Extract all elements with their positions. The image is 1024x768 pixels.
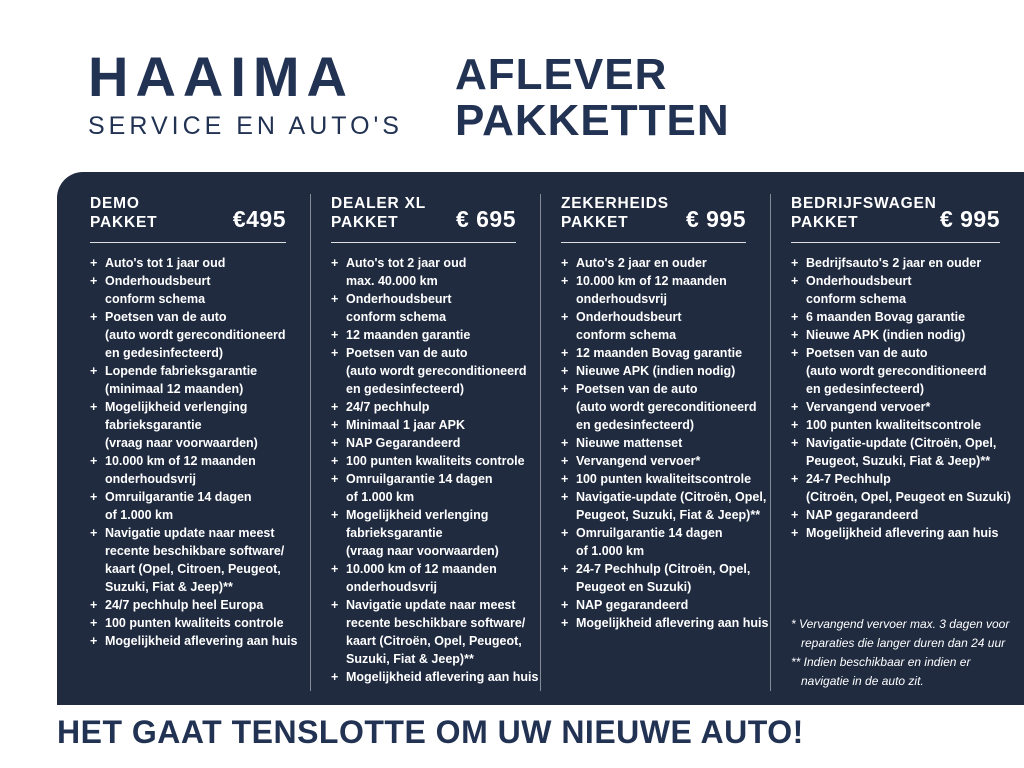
feature-item <box>331 452 540 470</box>
feature-list <box>331 254 540 686</box>
feature-item <box>791 344 1024 398</box>
plus-bullet: + <box>561 597 569 612</box>
feature-line: 24/7 pechhulp heel Europa <box>105 597 264 612</box>
plus-bullet: + <box>561 471 569 486</box>
plus-bullet: + <box>791 255 799 270</box>
plus-bullet: + <box>791 507 799 522</box>
plus-bullet: + <box>331 417 339 432</box>
feature-item <box>331 416 540 434</box>
feature-line: conform schema <box>806 291 907 306</box>
feature-line: onderhoudsvrij <box>576 291 667 306</box>
package-name <box>90 194 157 233</box>
feature-line: Onderhoudsbeurt <box>576 309 682 324</box>
plus-bullet: + <box>561 363 569 378</box>
feature-line: Mogelijkheid aflevering aan huis <box>105 633 298 648</box>
page-title-line1: AFLEVER <box>455 50 668 99</box>
plus-bullet: + <box>90 453 98 468</box>
feature-line: Omruilgarantie 14 dagen <box>576 525 723 540</box>
package-name <box>561 194 669 233</box>
plus-bullet: + <box>90 399 98 414</box>
feature-item <box>791 506 1024 524</box>
plus-bullet: + <box>561 381 569 396</box>
feature-line: Mogelijkheid aflevering aan huis <box>346 669 539 684</box>
feature-item <box>90 614 310 632</box>
plus-bullet: + <box>791 327 799 342</box>
package-name-line1: BEDRIJFSWAGEN <box>791 195 937 212</box>
feature-line: (auto wordt gereconditioneerd <box>346 363 527 378</box>
package-price: € 995 <box>939 205 1000 232</box>
feature-item <box>331 596 540 668</box>
feature-line: 12 maanden garantie <box>346 327 471 342</box>
plus-bullet: + <box>791 417 799 432</box>
feature-line: Bedrijfsauto's 2 jaar en ouder <box>806 255 982 270</box>
feature-item <box>561 362 770 380</box>
feature-item <box>791 470 1024 506</box>
package-column <box>90 194 310 691</box>
footnotes <box>791 615 1024 691</box>
feature-line: Navigatie update naar meest <box>105 525 275 540</box>
feature-line: 24-7 Pechhulp <box>806 471 891 486</box>
feature-item <box>561 434 770 452</box>
feature-line: Peugeot, Suzuki, Fiat & Jeep)** <box>806 453 991 468</box>
package-header <box>90 194 286 233</box>
feature-line: kaart (Opel, Citroen, Peugeot, <box>105 561 281 576</box>
feature-line: conform schema <box>576 327 677 342</box>
plus-bullet: + <box>90 255 98 270</box>
plus-bullet: + <box>561 345 569 360</box>
feature-item <box>90 452 310 488</box>
feature-item <box>90 308 310 362</box>
feature-item <box>90 596 310 614</box>
feature-line: NAP gegarandeerd <box>576 597 689 612</box>
feature-line: Onderhoudsbeurt <box>346 291 452 306</box>
feature-line: Auto's tot 1 jaar oud <box>105 255 226 270</box>
feature-item <box>561 254 770 272</box>
feature-line: 100 punten kwaliteits controle <box>105 615 284 630</box>
feature-line: Minimaal 1 jaar APK <box>346 417 466 432</box>
plus-bullet: + <box>561 273 569 288</box>
plus-bullet: + <box>331 399 339 414</box>
feature-line: 6 maanden Bovag garantie <box>806 309 966 324</box>
feature-item <box>90 488 310 524</box>
feature-item <box>561 380 770 434</box>
feature-item <box>561 452 770 470</box>
plus-bullet: + <box>561 525 569 540</box>
feature-line: (auto wordt gereconditioneerd <box>576 399 757 414</box>
feature-line: Peugeot en Suzuki) <box>576 579 692 594</box>
feature-item <box>561 596 770 614</box>
feature-item <box>90 362 310 398</box>
package-name-line2: PAKKET <box>331 214 399 232</box>
feature-line: Navigatie-update (Citroën, Opel, <box>576 489 767 504</box>
feature-line: Nieuwe mattenset <box>576 435 683 450</box>
feature-item <box>331 560 540 596</box>
plus-bullet: + <box>90 633 98 648</box>
plus-bullet: + <box>791 399 799 414</box>
brand-subtitle: SERVICE EN AUTO'S <box>88 111 403 140</box>
footnote <box>791 615 1024 653</box>
plus-bullet: + <box>90 363 98 378</box>
feature-line: recente beschikbare software/ <box>346 615 526 630</box>
feature-line: Vervangend vervoer* <box>576 453 701 468</box>
package-name-line1: DEMO <box>90 195 140 212</box>
plus-bullet: + <box>791 471 799 486</box>
feature-line: Mogelijkheid aflevering aan huis <box>806 525 999 540</box>
feature-list <box>561 254 770 632</box>
feature-list <box>90 254 310 650</box>
feature-line: Vervangend vervoer* <box>806 399 931 414</box>
feature-line: 10.000 km of 12 maanden <box>576 273 727 288</box>
feature-line: Auto's tot 2 jaar oud <box>346 255 467 270</box>
feature-line: conform schema <box>105 291 206 306</box>
plus-bullet: + <box>90 309 98 324</box>
feature-item <box>561 560 770 596</box>
feature-item <box>561 470 770 488</box>
feature-line: Mogelijkheid verlenging <box>346 507 489 522</box>
feature-item <box>791 308 1024 326</box>
feature-item <box>791 272 1024 308</box>
feature-line: NAP gegarandeerd <box>806 507 919 522</box>
feature-line: 10.000 km of 12 maanden <box>346 561 497 576</box>
package-column <box>540 194 770 691</box>
plus-bullet: + <box>90 273 98 288</box>
package-name-line2: PAKKET <box>791 214 859 232</box>
plus-bullet: + <box>561 453 569 468</box>
feature-line: fabrieksgarantie <box>105 417 202 432</box>
package-price: € 995 <box>685 205 746 232</box>
feature-line: of 1.000 km <box>346 489 415 504</box>
package-header <box>791 194 1000 233</box>
feature-item <box>561 614 770 632</box>
feature-line: NAP Gegarandeerd <box>346 435 461 450</box>
plus-bullet: + <box>791 273 799 288</box>
feature-line: Poetsen van de auto <box>346 345 468 360</box>
feature-line: 24/7 pechhulp <box>346 399 430 414</box>
feature-line: of 1.000 km <box>105 507 174 522</box>
feature-item <box>561 488 770 524</box>
feature-line: onderhoudsvrij <box>105 471 196 486</box>
feature-item <box>791 524 1024 542</box>
feature-line: Nieuwe APK (indien nodig) <box>806 327 966 342</box>
feature-line: en gedesinfecteerd) <box>346 381 465 396</box>
feature-line: (auto wordt gereconditioneerd <box>105 327 286 342</box>
feature-line: 24-7 Pechhulp (Citroën, Opel, <box>576 561 751 576</box>
plus-bullet: + <box>561 489 569 504</box>
feature-line: en gedesinfecteerd) <box>105 345 224 360</box>
header-rule <box>331 242 516 243</box>
header-rule <box>561 242 746 243</box>
feature-item <box>561 308 770 344</box>
plus-bullet: + <box>331 597 339 612</box>
feature-line: of 1.000 km <box>576 543 645 558</box>
feature-line: Navigatie-update (Citroën, Opel, <box>806 435 997 450</box>
feature-item <box>331 434 540 452</box>
feature-line: recente beschikbare software/ <box>105 543 285 558</box>
feature-line: (vraag naar voorwaarden) <box>105 435 258 450</box>
feature-line: Lopende fabrieksgarantie <box>105 363 258 378</box>
footnote-line: * Vervangend vervoer max. 3 dagen voor <box>791 617 1010 631</box>
footnote-line: ** Indien beschikbaar en indien er <box>791 655 971 669</box>
feature-line: Omruilgarantie 14 dagen <box>105 489 252 504</box>
feature-item <box>90 524 310 596</box>
feature-line: Auto's 2 jaar en ouder <box>576 255 707 270</box>
plus-bullet: + <box>561 435 569 450</box>
plus-bullet: + <box>561 561 569 576</box>
package-name <box>791 194 937 233</box>
plus-bullet: + <box>331 327 339 342</box>
feature-item <box>331 326 540 344</box>
plus-bullet: + <box>331 507 339 522</box>
feature-line: 10.000 km of 12 maanden <box>105 453 256 468</box>
feature-item <box>331 470 540 506</box>
feature-item <box>331 290 540 326</box>
footnote-line: navigatie in de auto zit. <box>801 674 924 688</box>
feature-line: Omruilgarantie 14 dagen <box>346 471 493 486</box>
feature-line: en gedesinfecteerd) <box>806 381 925 396</box>
header-rule <box>791 242 1000 243</box>
plus-bullet: + <box>90 597 98 612</box>
feature-line: (minimaal 12 maanden) <box>105 381 244 396</box>
feature-item <box>791 254 1024 272</box>
plus-bullet: + <box>331 435 339 450</box>
feature-item <box>331 398 540 416</box>
packages-panel <box>57 172 1024 705</box>
package-name <box>331 194 426 233</box>
package-name-line1: ZEKERHEIDS <box>561 195 669 212</box>
plus-bullet: + <box>791 309 799 324</box>
feature-item <box>561 344 770 362</box>
plus-bullet: + <box>331 255 339 270</box>
package-header <box>331 194 516 233</box>
feature-line: fabrieksgarantie <box>346 525 443 540</box>
feature-line: Mogelijkheid verlenging <box>105 399 248 414</box>
package-header <box>561 194 746 233</box>
feature-item <box>90 398 310 452</box>
package-name-line2: PAKKET <box>561 214 629 232</box>
feature-item <box>561 524 770 560</box>
plus-bullet: + <box>561 255 569 270</box>
plus-bullet: + <box>331 345 339 360</box>
feature-item <box>90 254 310 272</box>
feature-line: (Citroën, Opel, Peugeot en Suzuki) <box>806 489 1011 504</box>
feature-line: max. 40.000 km <box>346 273 438 288</box>
plus-bullet: + <box>331 471 339 486</box>
feature-line: (vraag naar voorwaarden) <box>346 543 499 558</box>
plus-bullet: + <box>791 345 799 360</box>
feature-line: 100 punten kwaliteitscontrole <box>806 417 982 432</box>
feature-line: Nieuwe APK (indien nodig) <box>576 363 736 378</box>
package-name-line2: PAKKET <box>90 214 158 232</box>
feature-line: Navigatie update naar meest <box>346 597 516 612</box>
feature-line: conform schema <box>346 309 447 324</box>
brand-name: HAAIMA <box>88 45 354 108</box>
brand-logo <box>88 45 403 141</box>
footnote-line: reparaties die langer duren dan 24 uur <box>801 636 1006 650</box>
feature-line: Mogelijkheid aflevering aan huis <box>576 615 769 630</box>
plus-bullet: + <box>791 435 799 450</box>
package-price: €495 <box>232 205 286 232</box>
header-rule <box>90 242 286 243</box>
feature-line: Suzuki, Fiat & Jeep)** <box>346 651 474 666</box>
package-price: € 695 <box>455 205 516 232</box>
feature-item <box>791 398 1024 416</box>
page-title-line2: PAKKETTEN <box>455 95 730 145</box>
feature-line: Poetsen van de auto <box>105 309 227 324</box>
feature-list <box>791 254 1024 542</box>
feature-line: Onderhoudsbeurt <box>105 273 211 288</box>
plus-bullet: + <box>331 561 339 576</box>
feature-item <box>331 506 540 560</box>
plus-bullet: + <box>90 489 98 504</box>
plus-bullet: + <box>331 453 339 468</box>
plus-bullet: + <box>331 291 339 306</box>
plus-bullet: + <box>331 669 339 684</box>
footnote <box>791 653 1024 691</box>
feature-item <box>561 272 770 308</box>
feature-line: Poetsen van de auto <box>806 345 928 360</box>
plus-bullet: + <box>561 615 569 630</box>
feature-item <box>90 272 310 308</box>
feature-item <box>90 632 310 650</box>
feature-line: 12 maanden Bovag garantie <box>576 345 743 360</box>
feature-line: kaart (Citroën, Opel, Peugeot, <box>346 633 522 648</box>
package-column <box>310 194 540 691</box>
page-title <box>455 52 730 144</box>
plus-bullet: + <box>561 309 569 324</box>
plus-bullet: + <box>791 525 799 540</box>
feature-line: en gedesinfecteerd) <box>576 417 695 432</box>
feature-item <box>331 668 540 686</box>
package-name-line1: DEALER XL <box>331 195 427 212</box>
feature-line: onderhoudsvrij <box>346 579 437 594</box>
feature-line: Onderhoudsbeurt <box>806 273 912 288</box>
feature-item <box>331 344 540 398</box>
feature-item <box>791 434 1024 470</box>
feature-line: Poetsen van de auto <box>576 381 698 396</box>
feature-line: (auto wordt gereconditioneerd <box>806 363 987 378</box>
feature-line: Suzuki, Fiat & Jeep)** <box>105 579 233 594</box>
feature-item <box>331 254 540 290</box>
package-column <box>770 194 1024 691</box>
tagline: HET GAAT TENSLOTTE OM UW NIEUWE AUTO! <box>57 714 804 750</box>
feature-item <box>791 416 1024 434</box>
plus-bullet: + <box>90 615 98 630</box>
feature-line: 100 punten kwaliteitscontrole <box>576 471 752 486</box>
feature-line: 100 punten kwaliteits controle <box>346 453 525 468</box>
plus-bullet: + <box>90 525 98 540</box>
feature-item <box>791 326 1024 344</box>
feature-line: Peugeot, Suzuki, Fiat & Jeep)** <box>576 507 761 522</box>
